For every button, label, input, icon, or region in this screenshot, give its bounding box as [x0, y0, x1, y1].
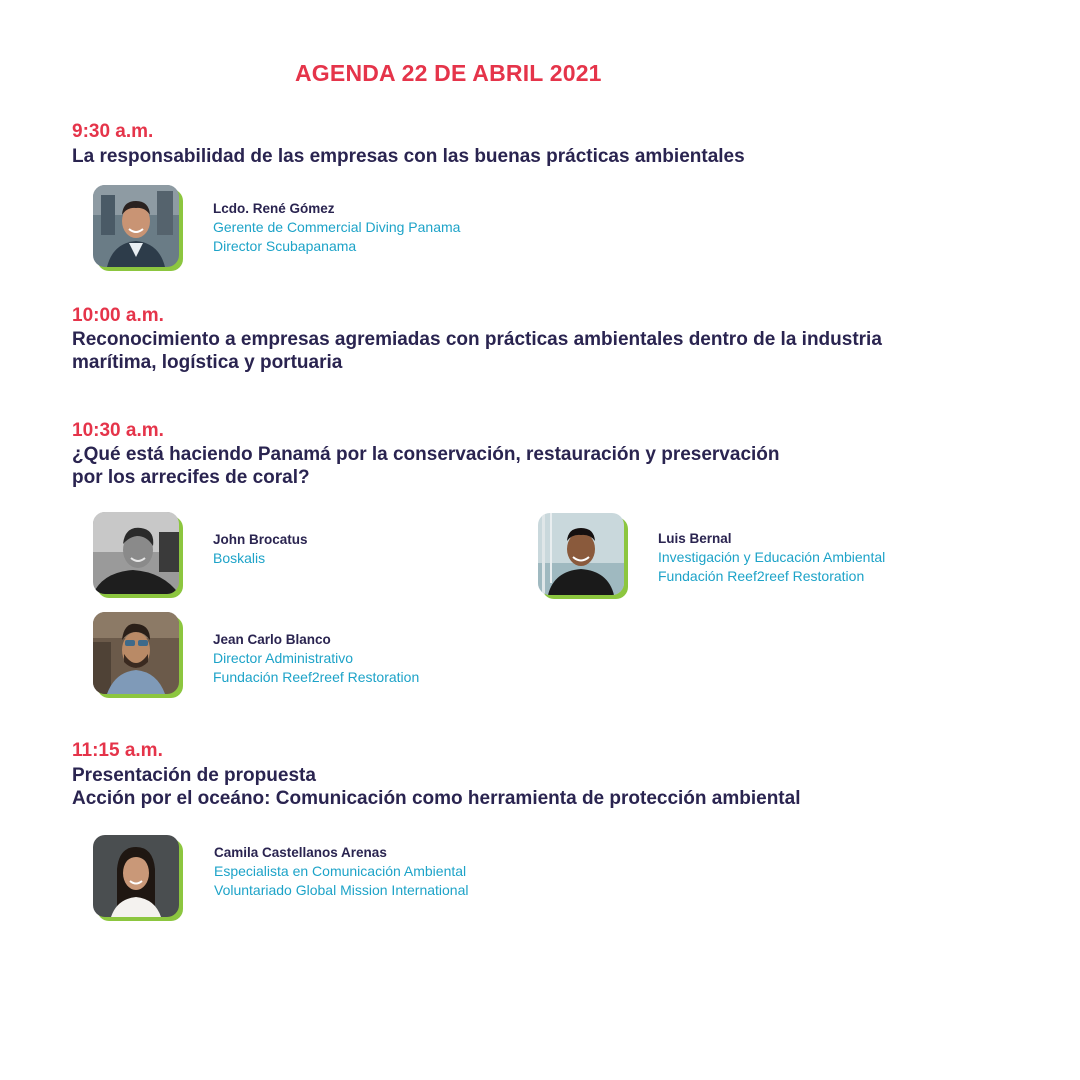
avatar — [538, 513, 624, 595]
speaker-photo-luis-bernal — [538, 513, 628, 599]
session-2-topic — [72, 328, 882, 374]
speaker-camila-castellanos — [214, 843, 469, 900]
speaker-rene-gomez — [213, 199, 460, 256]
speaker-photo-jean-carlo-blanco — [93, 612, 183, 698]
session-4-topic-line: Acción por el oceáno: Comunicación como herramienta de protección ambiental — [72, 788, 801, 809]
session-4-topic — [72, 764, 801, 810]
speaker-role: Fundación Reef2reef Restoration — [213, 669, 420, 685]
speaker-name: John Brocatus — [213, 532, 308, 547]
session-3-topic — [72, 443, 780, 489]
avatar — [93, 185, 179, 267]
speaker-role: Director Scubapanama — [213, 238, 357, 254]
speaker-photo-rene-gomez — [93, 185, 183, 271]
session-1-topic — [72, 145, 745, 168]
speaker-role: Especialista en Comunicación Ambiental — [214, 863, 467, 879]
speaker-name: Lcdo. René Gómez — [213, 201, 335, 216]
session-2-topic-line: Reconocimiento a empresas agremiadas con prácticas ambientales dentro de la industria — [72, 329, 882, 350]
session-1-topic-line: La responsabilidad de las empresas con las buenas prácticas ambientales — [72, 146, 745, 167]
speaker-role: Gerente de Commercial Diving Panama — [213, 219, 461, 235]
speaker-role: Boskalis — [213, 550, 266, 566]
speaker-photo-john-brocatus — [93, 512, 183, 598]
session-3-topic-line: ¿Qué está haciendo Panamá por la conservación, restauración y preservación — [72, 444, 780, 465]
speaker-john-brocatus — [213, 530, 308, 568]
session-1-time: 9:30 a.m. — [72, 121, 154, 142]
speaker-role: Voluntariado Global Mission International — [214, 882, 469, 898]
speaker-jean-carlo-blanco — [213, 630, 419, 687]
avatar — [93, 512, 179, 594]
speaker-name: Camila Castellanos Arenas — [214, 845, 387, 860]
session-3-time: 10:30 a.m. — [72, 420, 164, 441]
speaker-name: Jean Carlo Blanco — [213, 632, 331, 647]
speaker-role: Director Administrativo — [213, 650, 354, 666]
session-2-topic-line: marítima, logística y portuaria — [72, 352, 343, 373]
session-4-time: 11:15 a.m. — [72, 740, 163, 761]
session-3-topic-line: por los arrecifes de coral? — [72, 467, 310, 488]
speaker-role: Investigación y Educación Ambiental — [658, 549, 886, 565]
speaker-name: Luis Bernal — [658, 531, 732, 546]
speaker-role: Fundación Reef2reef Restoration — [658, 568, 865, 584]
session-2-time: 10:00 a.m. — [72, 305, 164, 326]
session-4-topic-line: Presentación de propuesta — [72, 765, 316, 786]
speaker-photo-camila-castellanos — [93, 835, 183, 921]
avatar — [93, 835, 179, 917]
speaker-luis-bernal — [658, 529, 885, 586]
avatar — [93, 612, 179, 694]
page-title: AGENDA 22 DE ABRIL 2021 — [295, 60, 602, 86]
